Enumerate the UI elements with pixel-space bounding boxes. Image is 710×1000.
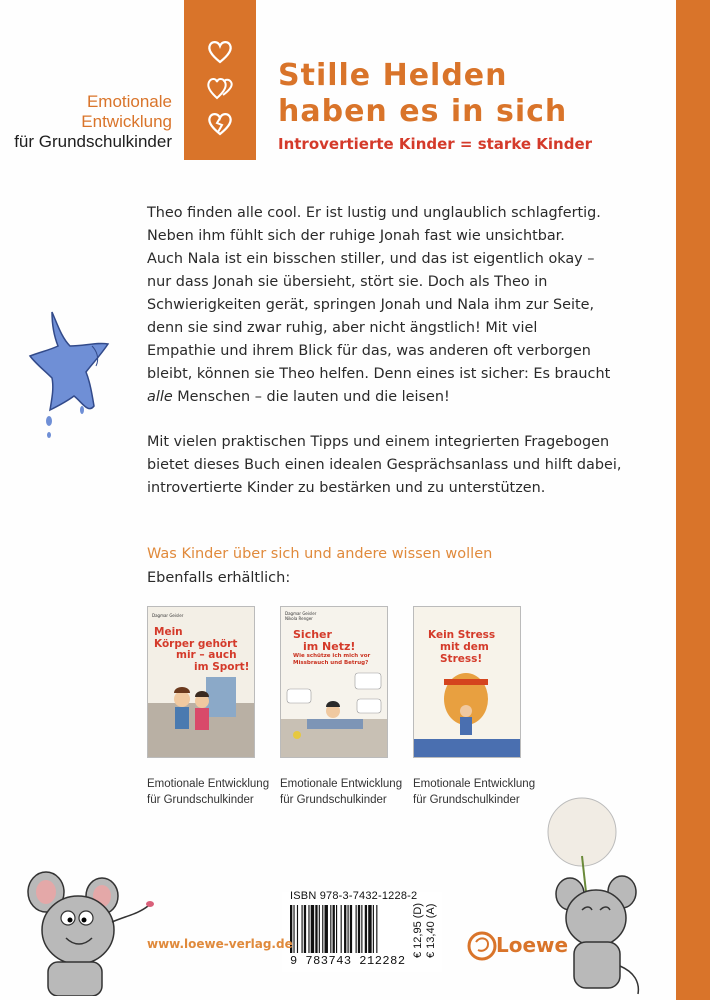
- blurb-paragraph-2: [147, 431, 637, 500]
- mouse-dandelion-illustration: [530, 796, 680, 1000]
- book-label-line: für Grundschulkinder: [413, 794, 520, 806]
- book-3-title: [428, 629, 516, 665]
- book-label-line: für Grundschulkinder: [280, 794, 387, 806]
- series-line-2: Entwicklung: [81, 112, 172, 131]
- book-cover-3[interactable]: [413, 606, 521, 758]
- barcode-bar: [336, 905, 337, 953]
- barcode: [290, 905, 408, 953]
- barcode-bar: [356, 905, 357, 953]
- blurb-emphasis: alle: [147, 389, 173, 405]
- barcode-bar: [365, 905, 367, 953]
- book-3-series-label: [413, 776, 535, 808]
- barcode-bar: [344, 905, 346, 953]
- book-cover-1[interactable]: [147, 606, 255, 758]
- barcode-bar: [348, 905, 349, 953]
- barcode-bar: [319, 905, 320, 953]
- title-line-2: haben es in sich: [278, 94, 568, 129]
- barcode-bar: [376, 905, 377, 953]
- barcode-bar: [341, 905, 342, 953]
- blue-star-illustration: [22, 306, 122, 446]
- publisher-url[interactable]: www.loewe-verlag.de: [147, 937, 293, 951]
- blurb-line: Schwierigkeiten gerät, springen Jonah und Nala ihm zur Seite,: [147, 297, 595, 313]
- blurb-line: Mit vielen praktischen Tipps und einem integrierten Fragebogen: [147, 434, 610, 450]
- barcode-bar: [302, 905, 303, 953]
- publisher-logo-text: Loewe: [496, 933, 569, 957]
- book-1-title-line: Körper gehört: [154, 637, 238, 650]
- book-title: [278, 58, 658, 130]
- book-2-authors: Dagmar Geisler Nikola Renger: [285, 611, 317, 621]
- book-subtitle: Introvertierte Kinder = starke Kinder: [278, 135, 593, 153]
- blurb-line: Theo finden alle cool. Er ist lustig und unglaublich schlagfertig.: [147, 205, 601, 221]
- book-3-title-line: Kein Stress: [428, 629, 496, 641]
- barcode-bar: [315, 905, 317, 953]
- book-label-line: Emotionale Entwicklung: [413, 778, 536, 790]
- also-available-heading: Was Kinder über sich und andere wissen wollen: [147, 546, 493, 562]
- barcode-bar: [322, 905, 323, 953]
- series-label: [0, 92, 172, 152]
- blurb-line: introvertierte Kinder zu bestärken und zu unterstützen.: [147, 480, 546, 496]
- series-line-1: Emotionale: [86, 92, 172, 111]
- ean-number: 9 783743 212282: [290, 954, 406, 968]
- blurb-line: bleibt, können sie Theo helfen. Denn eines ist sicher: Es braucht: [147, 366, 611, 382]
- barcode-bar: [333, 905, 335, 953]
- blurb-paragraph-1: [147, 202, 637, 409]
- right-spine-bar: [676, 0, 710, 1000]
- broken-heart-icon: [206, 110, 234, 138]
- heart-icon: [206, 38, 234, 66]
- book-1-title-line: Mein: [154, 626, 183, 638]
- series-line-3: für Grundschulkinder: [14, 132, 172, 151]
- book-3-title-line: mit dem Stress!: [440, 641, 489, 665]
- price-austria: € 13,40 (A): [425, 903, 437, 958]
- back-cover-blurb: [147, 202, 637, 522]
- book-cover-2[interactable]: [280, 606, 388, 758]
- barcode-bar: [373, 905, 374, 953]
- blurb-line: Auch Nala ist ein bisschen stiller, und das ist eigentlich okay –: [147, 251, 595, 267]
- blurb-line: denn sie sind zwar ruhig, aber nicht ängstlich! Mit viel: [147, 320, 538, 336]
- title-line-1: Stille Helden: [278, 58, 508, 93]
- mouse-illustration-left: [12, 866, 162, 996]
- isbn-text: ISBN 978-3-7432-1228-2: [290, 890, 418, 902]
- book-2-title-line: Sicher: [293, 628, 332, 641]
- barcode-bar: [330, 905, 331, 953]
- book-1-series-label: [147, 776, 269, 808]
- barcode-bar: [358, 905, 360, 953]
- book-label-line: Emotionale Entwicklung: [147, 778, 270, 790]
- heart-icon-tab: [184, 0, 256, 160]
- also-available-subheading: Ebenfalls erhältlich:: [147, 570, 291, 586]
- book-2-title-line: im Netz!: [303, 640, 356, 653]
- blurb-line: Empathie und ihrem Blick für das, was anderen oft verborgen: [147, 343, 591, 359]
- blurb-line: bietet dieses Buch einen idealen Gesprächsanlass und hilft dabei,: [147, 457, 622, 473]
- blurb-line: nur dass Jonah sie übersieht, stört sie. Doch als Theo in: [147, 274, 548, 290]
- book-1-title: [154, 627, 250, 673]
- barcode-bar: [297, 905, 298, 953]
- barcode-bar: [361, 905, 362, 953]
- barcode-bar: [293, 905, 294, 953]
- barcode-bar: [368, 905, 371, 953]
- book-2-series-label: [280, 776, 402, 808]
- book-2-title-line: Wie schütze ich mich vor: [293, 653, 371, 659]
- book-label-line: Emotionale Entwicklung: [280, 778, 403, 790]
- price-germany: € 12,95 (D): [412, 902, 424, 958]
- book-2-title-line: Missbrauch und Betrug?: [293, 660, 369, 666]
- blurb-line: Neben ihm fühlt sich der ruhige Jonah fast wie unsichtbar.: [147, 228, 565, 244]
- book-1-title-line: mir – auch: [176, 649, 237, 661]
- book-label-line: für Grundschulkinder: [147, 794, 254, 806]
- barcode-bar: [325, 905, 328, 953]
- barcode-bar: [350, 905, 352, 953]
- book-2-title: [293, 629, 383, 667]
- barcode-bar: [308, 905, 309, 953]
- barcode-bar: [311, 905, 314, 953]
- double-heart-icon: [206, 74, 234, 102]
- book-1-title-line: im Sport!: [194, 660, 250, 673]
- book-1-authors: Dagmar Geisler: [152, 613, 184, 618]
- barcode-bar: [304, 905, 306, 953]
- blurb-line: Menschen – die lauten und die leisen!: [172, 389, 450, 405]
